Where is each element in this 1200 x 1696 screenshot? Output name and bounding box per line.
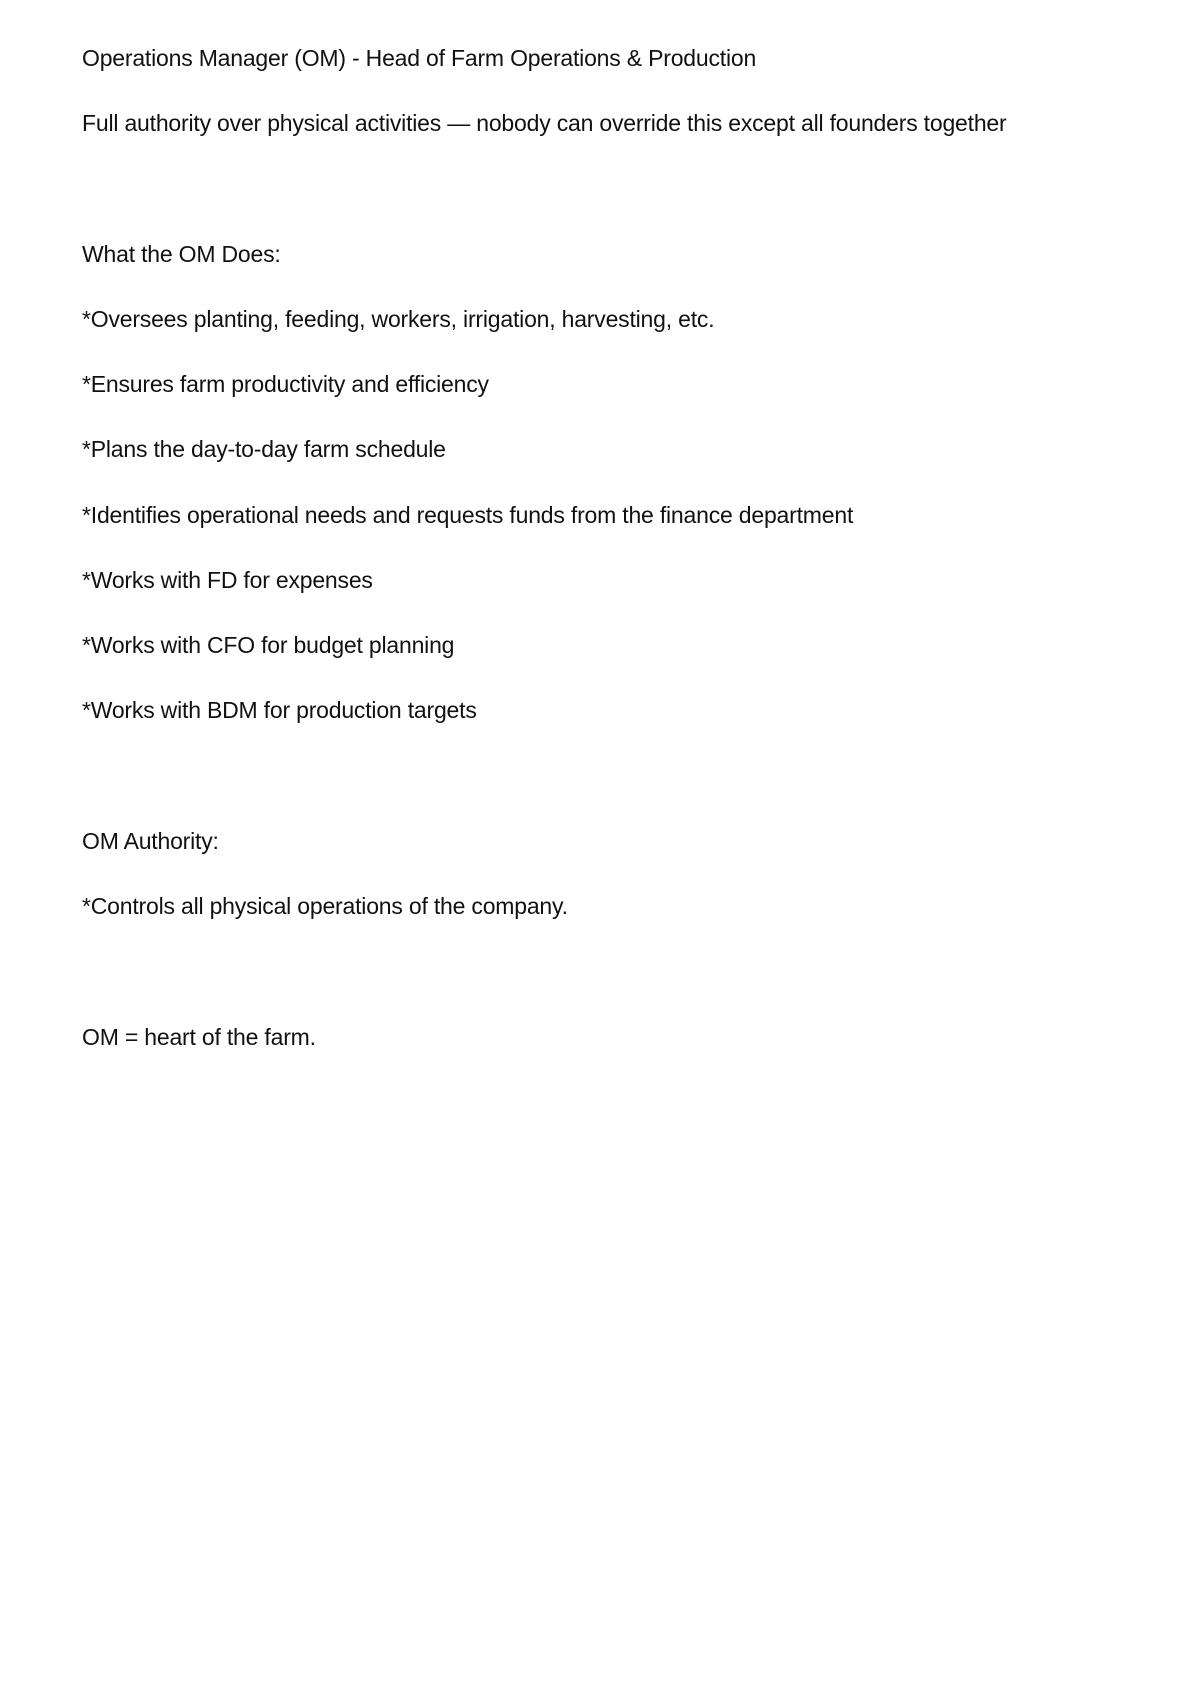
list-item: *Works with CFO for budget planning <box>82 632 455 658</box>
list-item: *Oversees planting, feeding, workers, irrigation, harvesting, etc. <box>82 306 715 332</box>
list-item: *Ensures farm productivity and efficiency <box>82 371 489 397</box>
closing-statement: OM = heart of the farm. <box>82 1024 316 1050</box>
list-item: *Controls all physical operations of the company. <box>82 893 568 919</box>
list-item: *Works with FD for expenses <box>82 567 373 593</box>
list-item: *Plans the day-to-day farm schedule <box>82 436 446 462</box>
document-subtitle: Full authority over physical activities — nobody can override this except all founders together <box>82 110 1007 136</box>
list-item: *Works with BDM for production targets <box>82 697 477 723</box>
section-heading-om-authority: OM Authority: <box>82 828 219 854</box>
list-item: *Identifies operational needs and requests funds from the finance department <box>82 502 854 528</box>
document-title: Operations Manager (OM) - Head of Farm Operations & Production <box>82 45 757 71</box>
section-heading-om-does: What the OM Does: <box>82 241 281 267</box>
